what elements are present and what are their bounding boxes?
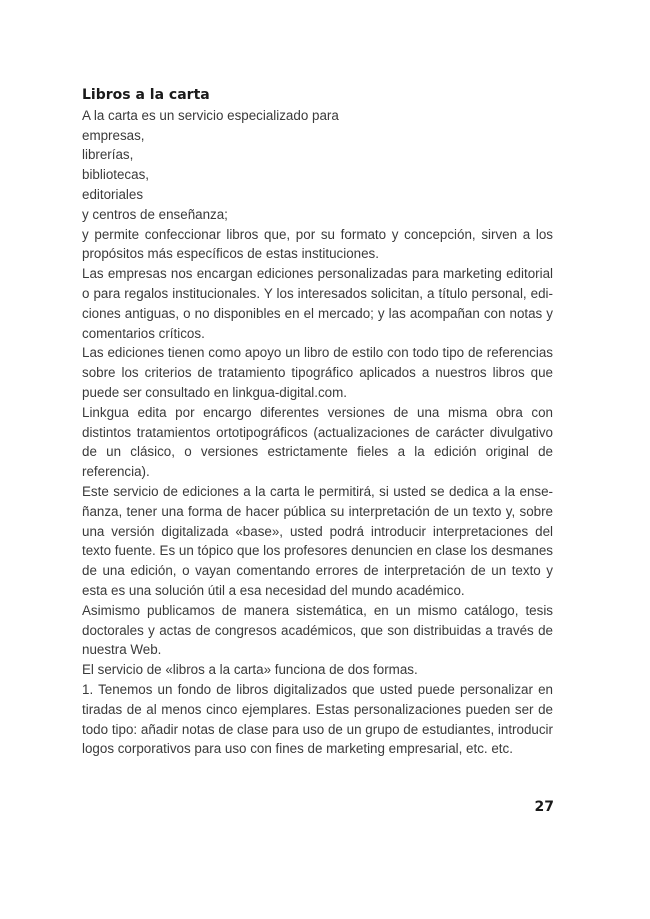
list-item: librerías, [82,147,134,163]
paragraph: y permite confeccionar libros que, por su formato y concepción, sirven a los propósitos más específicos de estas instituciones. [82,226,553,262]
list-item: y centros de enseñanza; [82,206,228,222]
paragraph: Las empresas nos encargan ediciones personalizadas para marketing editorial o para regalos institucionales. Y los interesados solicitan, a título personal, ediciones antiguas, o no disponibles en el mercado; y las acompañan con notas y comentarios críticos. [82,266,553,341]
intro-line: A la carta es un servicio especializado para [82,107,339,123]
list-item: editoriales [82,186,144,202]
list-item: empresas, [82,127,145,143]
paragraph: Asimismo publicamos de manera sistemática, en un mismo catálogo, tesis doctorales y actas de congresos académicos, que son distribuidas a través de nuestra Web. [82,602,553,658]
page-number: 27 [534,799,554,815]
paragraph: Este servicio de ediciones a la carta le permitirá, si usted se dedica a la enseñanza, tener una forma de hacer pública su interpretación de un texto y, sobre una versión digitalizada «base», usted podrá introducir interpretaciones del texto fuente. Es un tópico que los profesores denuncien en clase los desmanes de una edición, o vayan comentando errores de interpretación de un texto y esta es una solución útil a esa necesidad del mundo académico. [82,483,553,598]
paragraph: El servicio de «libros a la carta» funciona de dos formas. [82,662,418,678]
page-content [82,86,553,759]
paragraph: Linkgua edita por encargo diferentes versiones de una misma obra con distintos tratamientos ortotipográficos (actualizaciones de carácter divulgativo de un clásico, o versiones estrictamente fieles a la edición original de referencia). [82,404,553,480]
paragraph: 1. Tenemos un fondo de libros digitalizados que usted puede personalizar en tiradas de al menos cinco ejemplares. Estas personalizaciones pueden ser de todo tipo: añadir notas de clase para uso de un grupo de estudiantes, introducir logos corporativos para uso con fines de marketing empresarial, etc. etc. [82,681,553,757]
section-heading: Libros a la carta [82,87,210,103]
paragraph: Las ediciones tienen como apoyo un libro de estilo con todo tipo de referencias sobre los criterios de tratamiento tipográfico aplicados a nuestros libros que puede ser consultado en linkgua-digital.com. [82,345,553,400]
list-item: bibliotecas, [82,167,149,183]
